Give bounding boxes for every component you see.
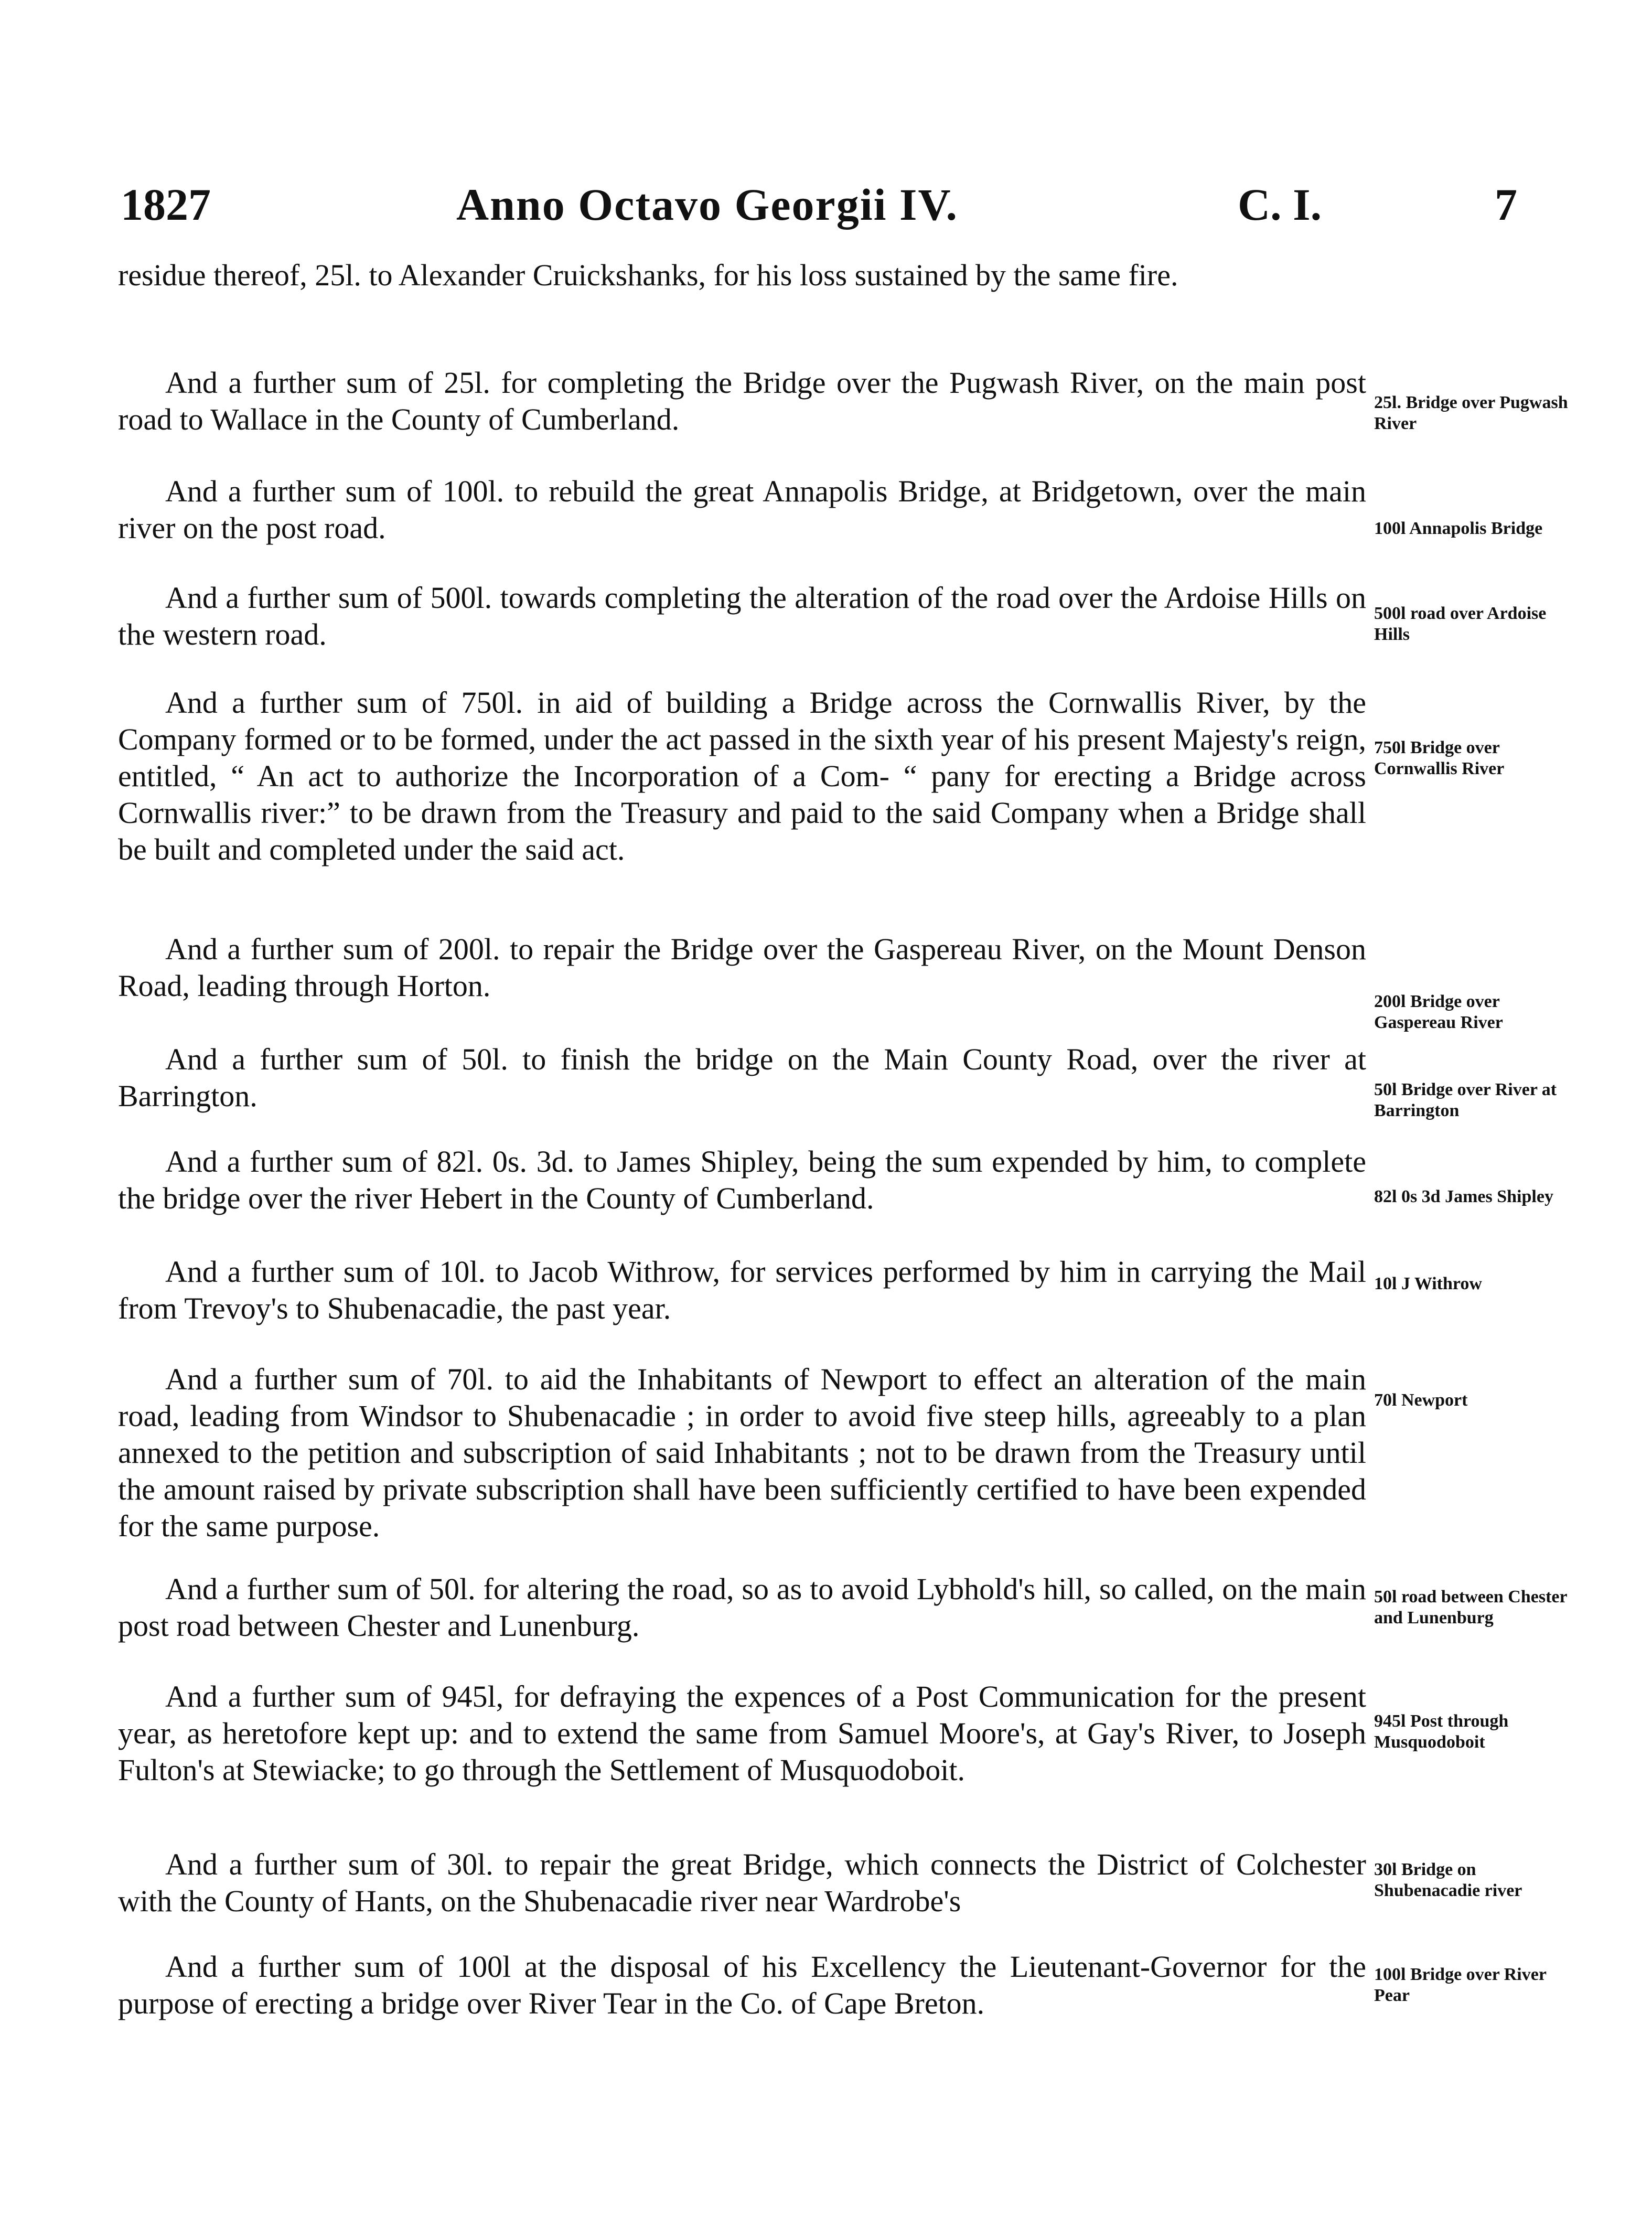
paragraph-gaspereau-bridge: And a further sum of 200l. to repair the Bridge over the Gaspereau River, on the Mount Denson Road, leading through Horton.: [118, 932, 1366, 1003]
paragraph-annapolis-bridge: And a further sum of 100l. to rebuild the great Annapolis Bridge, at Bridgetown, over the main river on the post road.: [118, 474, 1366, 545]
margin-note-pugwash-bridge: 25l. Bridge over Pugwash River: [1374, 393, 1568, 433]
margin-note-jacob-withrow: 10l J Withrow: [1374, 1274, 1482, 1293]
header-title: Anno Octavo Georgii IV.: [456, 179, 958, 230]
paragraph-river-tear-bridge: And a further sum of 100l at the disposal of his Excellency the Lieutenant-Governor for the purpose of erecting a bridge over River Tear in the Co. of Cape Breton.: [118, 1950, 1366, 2020]
paragraph-residue: residue thereof, 25l. to Alexander Cruickshanks, for his loss sustained by the same fire.: [118, 258, 1178, 292]
paragraph-cornwallis-bridge: And a further sum of 750l. in aid of building a Bridge across the Cornwallis River, by the Company formed or to be formed, under the act passed in the sixth year of his present Majesty's reign, entitled, “ An act to authorize the Incorporation of a Com- “ pany for erecting a Bridge across Cornwallis river:” to be drawn from the Treasury and paid to the said Company when a Bridge shall be built and completed under the said act.: [118, 686, 1366, 866]
paragraph-ardoise-hills: And a further sum of 500l. towards completing the alteration of the road over the Ardoise Hills on the western road.: [118, 581, 1366, 651]
paragraph-jacob-withrow: And a further sum of 10l. to Jacob Withrow, for services performed by him in carrying the Mail from Trevoy's to Shubenacadie, the past year.: [118, 1255, 1366, 1325]
paragraph-james-shipley: And a further sum of 82l. 0s. 3d. to James Shipley, being the sum expended by him, to complete the bridge over the river Hebert in the County of Cumberland.: [118, 1144, 1366, 1215]
margin-note-ardoise-hills: 500l road over Ardoise Hills: [1374, 604, 1547, 644]
paragraph-barrington-bridge: And a further sum of 50l. to finish the bridge on the Main County Road, over the river at Barrington.: [118, 1042, 1366, 1113]
running-header: [121, 173, 1526, 236]
margin-note-shubenacadie-bridge: 30l Bridge on Shubenacadie river: [1374, 1860, 1522, 1900]
header-chapter: C. I.: [1238, 179, 1322, 230]
margin-note-post-communication: 945l Post through Musquodoboit: [1374, 1711, 1509, 1752]
paragraph-lybhold-hill: And a further sum of 50l. for altering the road, so as to avoid Lybhold's hill, so called, on the main post road between Chester and Lunenburg.: [118, 1572, 1366, 1643]
header-year: 1827: [121, 179, 211, 230]
paragraph-newport: And a further sum of 70l. to aid the Inhabitants of Newport to effect an alteration of the main road, leading from Windsor to Shubenacadie ; in order to avoid five steep hills, agreeably to a plan annexed to the petition and subscription of said Inhabitants ; not to be drawn from the Treasury until the amount raised by private subscription shall have been sufficiently certified to have been expended for the same purpose.: [118, 1362, 1366, 1543]
margin-note-annapolis-bridge: 100l Annapolis Bridge: [1374, 519, 1543, 538]
paragraph-post-communication: And a further sum of 945l, for defraying the expences of a Post Communication for the present year, as heretofore kept up: and to extend the same from Samuel Moore's, at Gay's River, to Joseph Fulton's at Stewiacke; to go through the Settlement of Musquodoboit.: [118, 1679, 1366, 1787]
page-number: 7: [1495, 179, 1517, 230]
margin-note-cornwallis-bridge: 750l Bridge over Cornwallis River: [1374, 738, 1505, 778]
margin-note-newport: 70l Newport: [1374, 1390, 1468, 1410]
margin-note-barrington-bridge: 50l Bridge over River at Barrington: [1374, 1080, 1557, 1120]
margin-note-gaspereau-bridge: 200l Bridge over Gaspereau River: [1374, 992, 1503, 1032]
margin-note-lybhold-hill: 50l road between Chester and Lunenburg: [1374, 1587, 1567, 1628]
paragraph-shubenacadie-bridge: And a further sum of 30l. to repair the great Bridge, which connects the District of Colchester with the County of Hants, on the Shubenacadie river near Wardrobe's: [118, 1847, 1366, 1918]
paragraph-pugwash-bridge: And a further sum of 25l. for completing the Bridge over the Pugwash River, on the main post road to Wallace in the County of Cumberland.: [118, 366, 1366, 436]
margin-note-river-tear-bridge: 100l Bridge over River Pear: [1374, 1965, 1547, 2005]
margin-note-james-shipley: 82l 0s 3d James Shipley: [1374, 1187, 1553, 1206]
